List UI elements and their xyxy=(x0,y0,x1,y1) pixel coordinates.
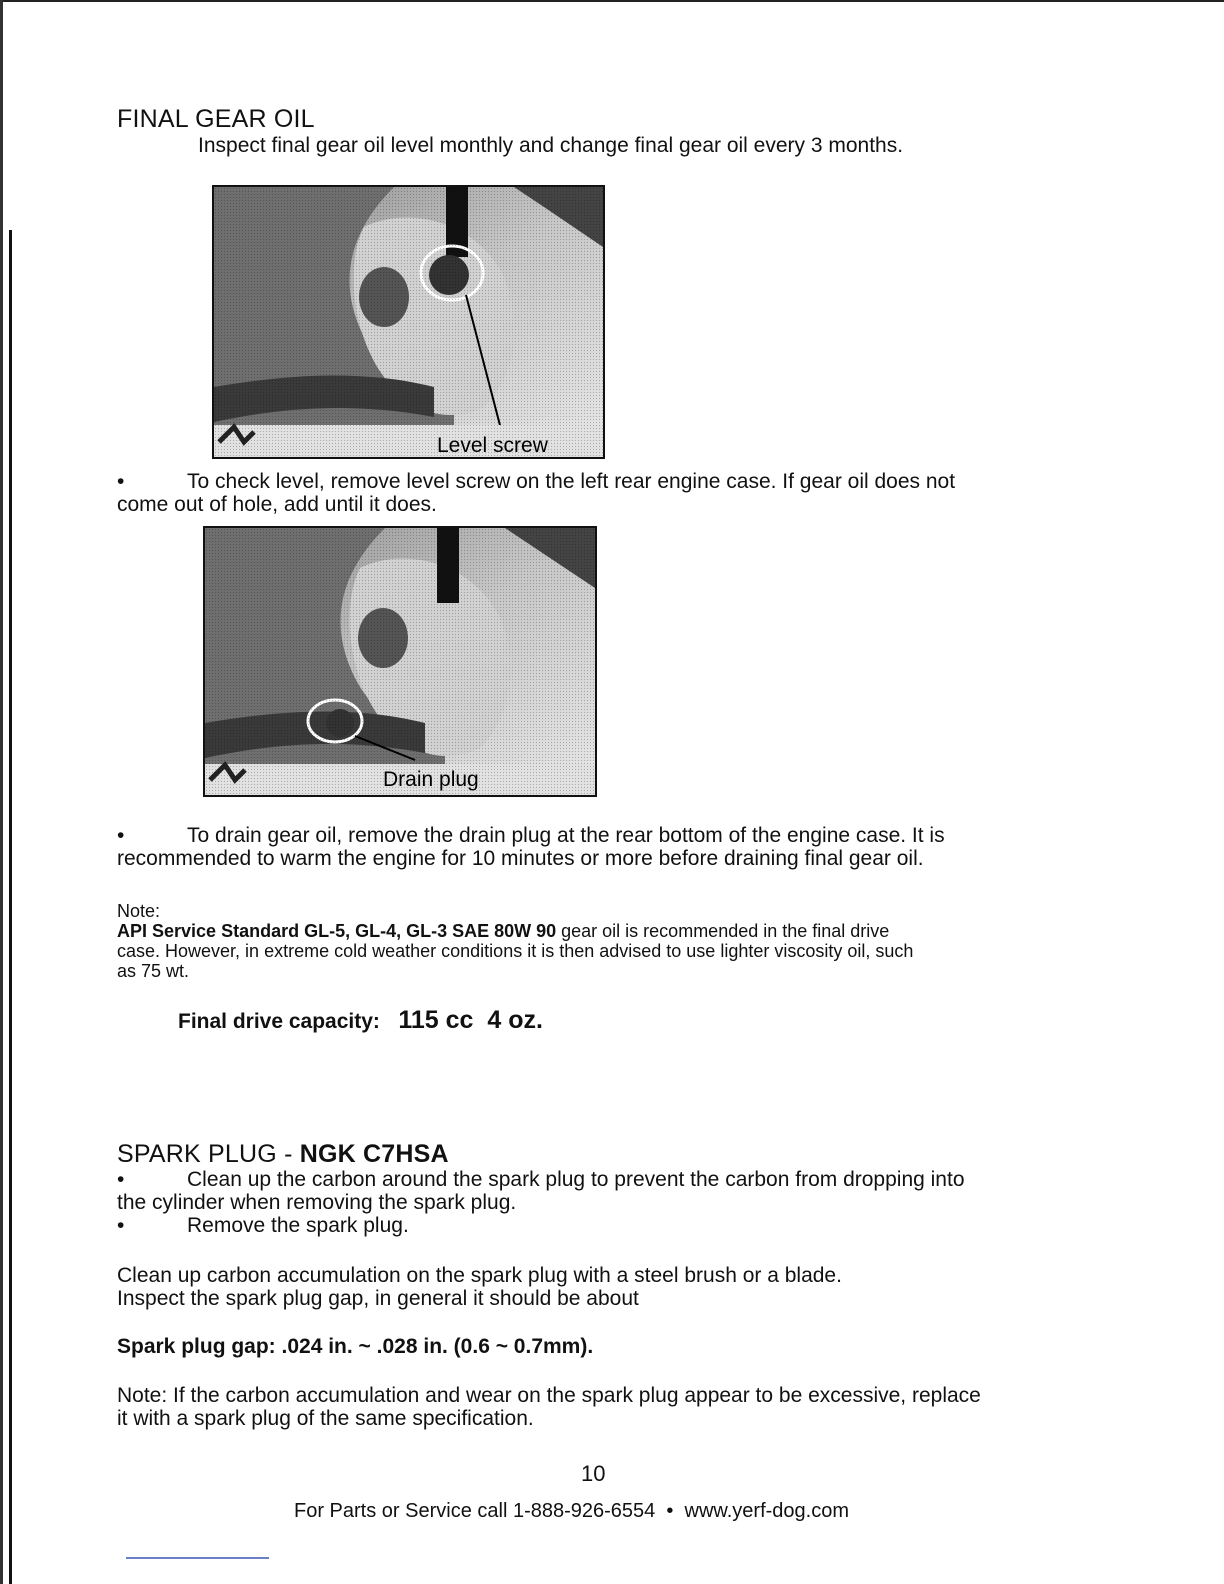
scan-left-edge xyxy=(0,0,3,1584)
spark-plug-bullets xyxy=(117,1168,965,1237)
spark-plug-cleaning-paragraph xyxy=(117,1264,842,1310)
bullet-marker: • xyxy=(117,1168,125,1191)
bullet-marker: • xyxy=(117,824,125,847)
spark-note-line2: it with a spark plug of the same specification. xyxy=(117,1407,534,1430)
bullet-drain-line1: To drain gear oil, remove the drain plug at the rear bottom of the engine case. It is xyxy=(187,824,945,847)
spark-plug-heading-prefix: SPARK PLUG - xyxy=(117,1140,300,1168)
capacity-value: 115 cc 4 oz. xyxy=(398,1006,543,1034)
spark-note-line1: Note: If the carbon accumulation and wear on the spark plug appear to be excessive, replace xyxy=(117,1384,981,1407)
note-line1-rest: gear oil is recommended in the final drive xyxy=(556,921,890,941)
drain-plug-caption: Drain plug xyxy=(383,768,479,791)
spark-plug-model: NGK C7HSA xyxy=(299,1140,449,1168)
spark-bullet1-line2: the cylinder when removing the spark plug. xyxy=(117,1191,517,1214)
spark-bullet1-line1: Clean up the carbon around the spark plug to prevent the carbon from dropping into xyxy=(187,1168,965,1191)
bullet-drain-line2: recommended to warm the engine for 10 minutes or more before draining final gear oil. xyxy=(117,847,924,870)
spark-para1-line2: Inspect the spark plug gap, in general it should be about xyxy=(117,1287,639,1310)
spark-plug-gap: Spark plug gap: .024 in. ~ .028 in. (0.6 ~ 0.7mm). xyxy=(117,1335,594,1358)
spark-bullet2: Remove the spark plug. xyxy=(187,1214,409,1237)
bullet-check-level xyxy=(117,470,955,516)
note-oil-standard: API Service Standard GL-5, GL-4, GL-3 SAE 80W 90 xyxy=(117,921,557,941)
bullet-marker: • xyxy=(117,470,125,493)
final-drive-capacity xyxy=(178,1006,543,1035)
level-screw-photo xyxy=(212,185,605,459)
note-label: Note: xyxy=(117,901,161,921)
page-number: 10 xyxy=(581,1461,606,1486)
section-heading-spark-plug xyxy=(117,1140,449,1169)
level-screw-caption: Level screw xyxy=(437,434,548,457)
spark-plug-note xyxy=(117,1384,981,1430)
bullet-check-level-line2: come out of hole, add until it does. xyxy=(117,493,437,516)
bullet-check-level-line1: To check level, remove level screw on the left rear engine case. If gear oil does not xyxy=(187,470,956,493)
bullet-marker: • xyxy=(117,1214,125,1237)
scan-top-edge xyxy=(0,0,1224,2)
drain-plug-photo xyxy=(203,526,597,797)
bullet-drain-gear-oil xyxy=(117,824,945,870)
section-heading-final-gear-oil: FINAL GEAR OIL xyxy=(117,105,315,133)
footer-contact: For Parts or Service call 1-888-926-6554 • www.yerf-dog.com xyxy=(294,1500,849,1522)
scan-binding-edge xyxy=(9,230,12,1584)
capacity-label: Final drive capacity: xyxy=(178,1010,380,1033)
spark-para1-line1: Clean up carbon accumulation on the spark plug with a steel brush or a blade. xyxy=(117,1264,842,1287)
final-gear-oil-intro: Inspect final gear oil level monthly and change final gear oil every 3 months. xyxy=(198,134,904,157)
gear-oil-note xyxy=(117,901,913,981)
bottom-rule xyxy=(126,1557,269,1559)
note-line2: case. However, in extreme cold weather conditions it is then advised to use lighter viscosity oil, such xyxy=(117,941,914,961)
note-line3: as 75 wt. xyxy=(117,961,190,981)
